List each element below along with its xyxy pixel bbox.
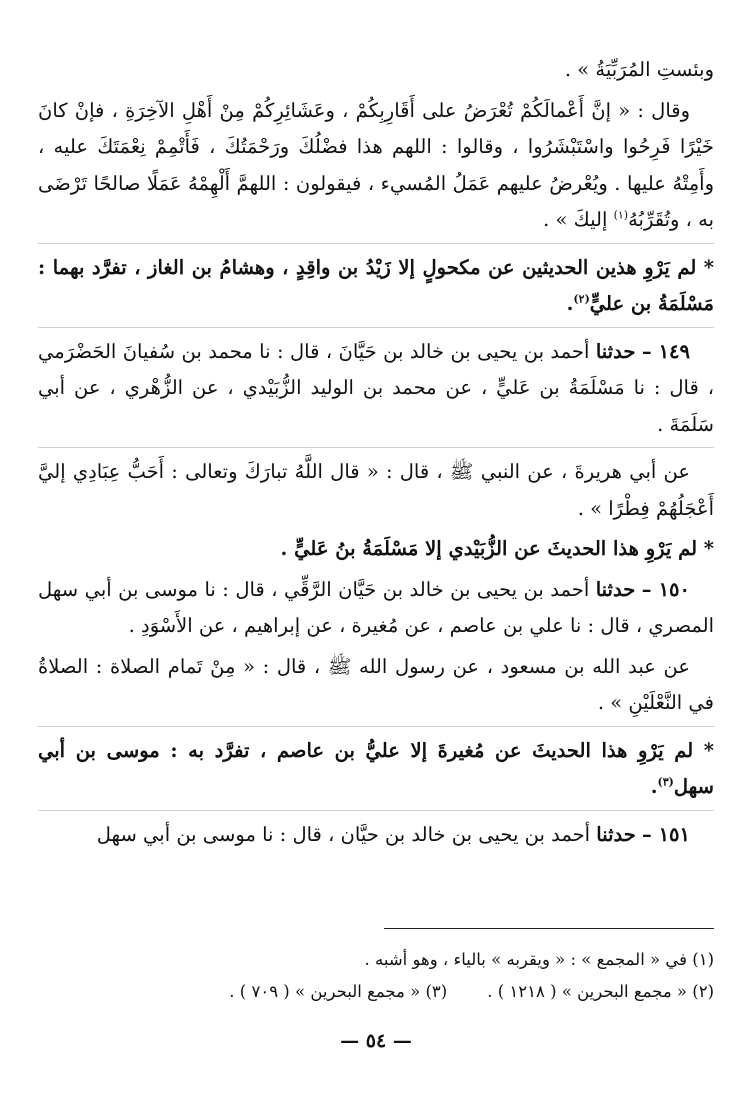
footnote-ref-2[interactable]: (٢) [573, 292, 590, 306]
footnote-3: (٣) « مجمع البحرين » ( ٧٠٩ ) . [229, 982, 448, 1001]
para-0 [38, 52, 714, 89]
footnotes [38, 944, 714, 1008]
note-1-text: * لم يَرْوِ هذين الحديثين عن مكحولٍ إلا زَيْدُ بن واقِدٍ ، وهشامُ بن الغاز ، تفرَّد بهما : مَسْلَمَةُ بن عليٍّ [38, 255, 714, 315]
note-3-tail: . [650, 775, 658, 798]
footnote-ref-3[interactable]: (٣) [657, 775, 674, 789]
hadith-151 [38, 817, 714, 854]
para-matn-150 [38, 649, 714, 722]
divider [38, 726, 714, 727]
page-body [38, 52, 714, 857]
hadith-lead: حدثنا [595, 577, 636, 601]
divider [38, 810, 714, 811]
matn-text: عن أبي هريرةَ ، عن النبي ﷺ ، قال : « قال اللَّهُ تبارَكَ وتعالى : أَحَبُّ عِبَادِي إليَّ أَعْجَلُهُمْ فِطْرًا » . [38, 460, 714, 520]
para-matn-149 [38, 454, 714, 527]
note-1 [38, 250, 714, 323]
note-1-tail: . [566, 292, 574, 315]
note-3 [38, 733, 714, 806]
matn-text: عن عبد الله بن مسعود ، عن رسول الله ﷺ ، قال : « مِنْ تَمام الصلاة : الصلاةُ في النَّعْلَيْنِ » . [38, 654, 714, 714]
note-2 [38, 531, 714, 568]
para-0-text: وبئستِ المُرَبِّيَةُ » . [564, 58, 714, 81]
footnote-rule [384, 928, 714, 929]
footnote-1: (١) في « المجمع » : « ويقربه » بالياء ، وهو أشبه . [364, 950, 714, 969]
footnote-2: (٢) « مجمع البحرين » ( ١٢١٨ ) . [487, 982, 714, 1001]
footnote-row-1 [38, 944, 714, 976]
hadith-text: أحمد بن يحيى بن خالد بن حيَّان ، قال : نا موسى بن أبي سهل [96, 822, 597, 846]
para-1 [38, 93, 714, 239]
hadith-text: أحمد بن يحيى بن خالد بن حَيَّان الرَّقِّي ، قال : نا موسى بن أبي سهل المصري ، قال : نا علي بن عاصم ، عن مُغيرة ، عن إبراهيم ، عن الأَسْوَدِ . [38, 577, 714, 637]
note-3-text: * لم يَرْوِ هذا الحديثَ عن مُغيرةَ إلا عليُّ بن عاصم ، تفرَّد به : موسى بن أبي سهل [38, 738, 714, 798]
hadith-text: أحمد بن يحيى بن خالد بن حَيَّانَ ، قال : نا محمد بن سُفيانَ الحَضْرَمي ، قال : نا مَسْلَمَةُ بن عَليٍّ ، عن محمد بن الوليد الزُّبَيْدي ، عن الزُّهْري ، عن أبي سَلَمَةَ . [38, 339, 714, 436]
hadith-150 [38, 572, 714, 645]
para-1-tail: إليكَ » . [543, 208, 614, 231]
footnote-ref-1[interactable]: (١) [613, 208, 629, 222]
hadith-lead: حدثنا [596, 822, 636, 846]
hadith-number: ١٤٩ – [641, 339, 690, 363]
footnote-row-2 [38, 976, 714, 1008]
page-number: — ٥٤ — [340, 1030, 412, 1052]
note-2-text: * لم يَرْوِ هذا الحديثَ عن الزُّبَيْدي إلا مَسْلَمَةُ بنُ عَليٍّ . [280, 537, 714, 560]
hadith-149 [38, 334, 714, 444]
para-1-text: وقال : « إنَّ أَعْمالَكُمْ تُعْرَضُ على أَقَارِبِكُمْ ، وعَشَائِرِكُمْ مِنْ أَهْلِ الآخِرَةِ ، فإنْ كانَ خَيْرًا فَرِحُوا واسْتَبْشَرُوا ، وقالوا : اللهم هذا فضْلُكَ ورَحْمَتُكَ ، فَأَتْمِمْ نِعْمَتَكَ عليه ، وأَمِتْهُ عليها . ويُعْرضُ عليهم عَمَلُ المُسيء ، فيقولون : اللهمَّ أَلْهِمْهُ عَمَلًا صالحًا تَرْضَى به ، وتُقَرِّبُهُ [38, 98, 714, 231]
hadith-number: ١٥٠ – [641, 577, 690, 601]
divider [38, 243, 714, 244]
hadith-number: ١٥١ – [642, 822, 690, 846]
divider [38, 327, 714, 328]
hadith-lead: حدثنا [595, 339, 636, 363]
divider [38, 447, 714, 448]
